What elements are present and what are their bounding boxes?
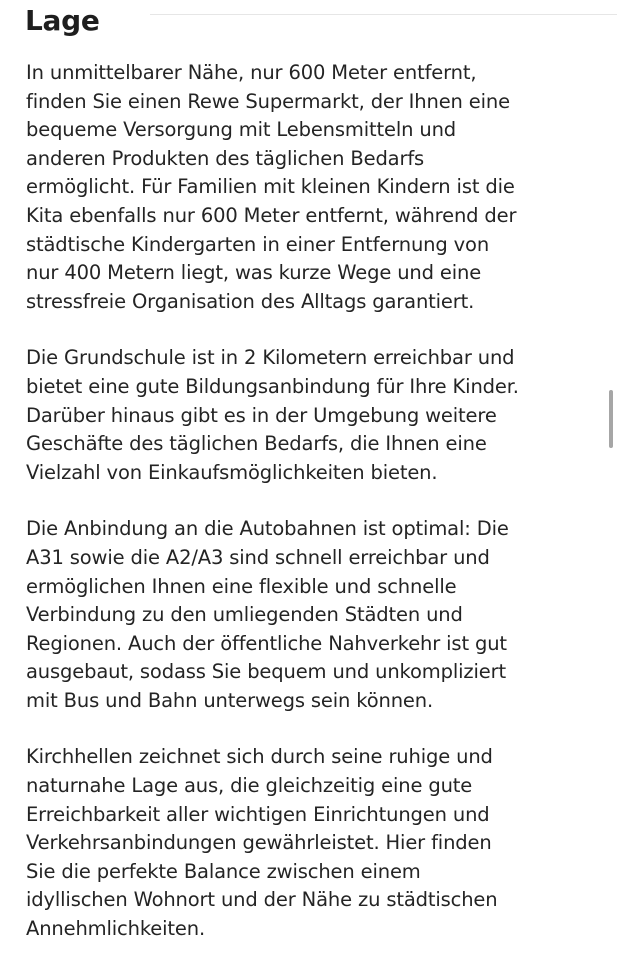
section-title: Lage (25, 4, 100, 37)
paragraph-transport: Die Anbindung an die Autobahnen ist optimal: Die A31 sowie die A2/A3 sind schnell erreichbar und ermöglichen Ihnen eine flexible und schnelle Verbindung zu den umliegenden Städten und Regionen. Auch der öffentliche Nahverkehr ist gut ausgebaut, sodass Sie bequem und unkompliziert mit Bus und Bahn unterwegs sein können. (26, 517, 509, 712)
location-description (26, 59, 586, 972)
paragraph-shopping-childcare: In unmittelbarer Nähe, nur 600 Meter entfernt, finden Sie einen Rewe Supermarkt, der Ihnen eine bequeme Versorgung mit Lebensmitteln und anderen Produkten des täglichen Bedarfs ermöglicht. Für Familien mit kleinen Kindern ist die Kita ebenfalls nur 600 Meter entfernt, während der städtische Kindergarten in einer Entfernung von nur 400 Metern liegt, was kurze Wege und eine stressfreie Organisation des Alltags garantiert. (26, 61, 517, 313)
scrollbar-thumb[interactable] (609, 390, 613, 448)
scrollbar[interactable] (605, 0, 617, 960)
paragraph-school-shops: Die Grundschule ist in 2 Kilometern erreichbar und bietet eine gute Bildungsanbindung für Ihre Kinder. Darüber hinaus gibt es in der Umgebung weitere Geschäfte des täglichen Bedarfs, die Ihnen eine Vielzahl von Einkaufsmöglichkeiten bieten. (26, 346, 519, 484)
paragraph-kirchhellen: Kirchhellen zeichnet sich durch seine ruhige und naturnahe Lage aus, die gleichzeitig eine gute Erreichbarkeit aller wichtigen Einrichtungen und Verkehrsanbindungen gewährleistet. Hier finden Sie die perfekte Balance zwischen einem idyllischen Wohnort und der Nähe zu städtischen Annehmlichkeiten. (26, 745, 498, 941)
top-divider (150, 14, 617, 15)
